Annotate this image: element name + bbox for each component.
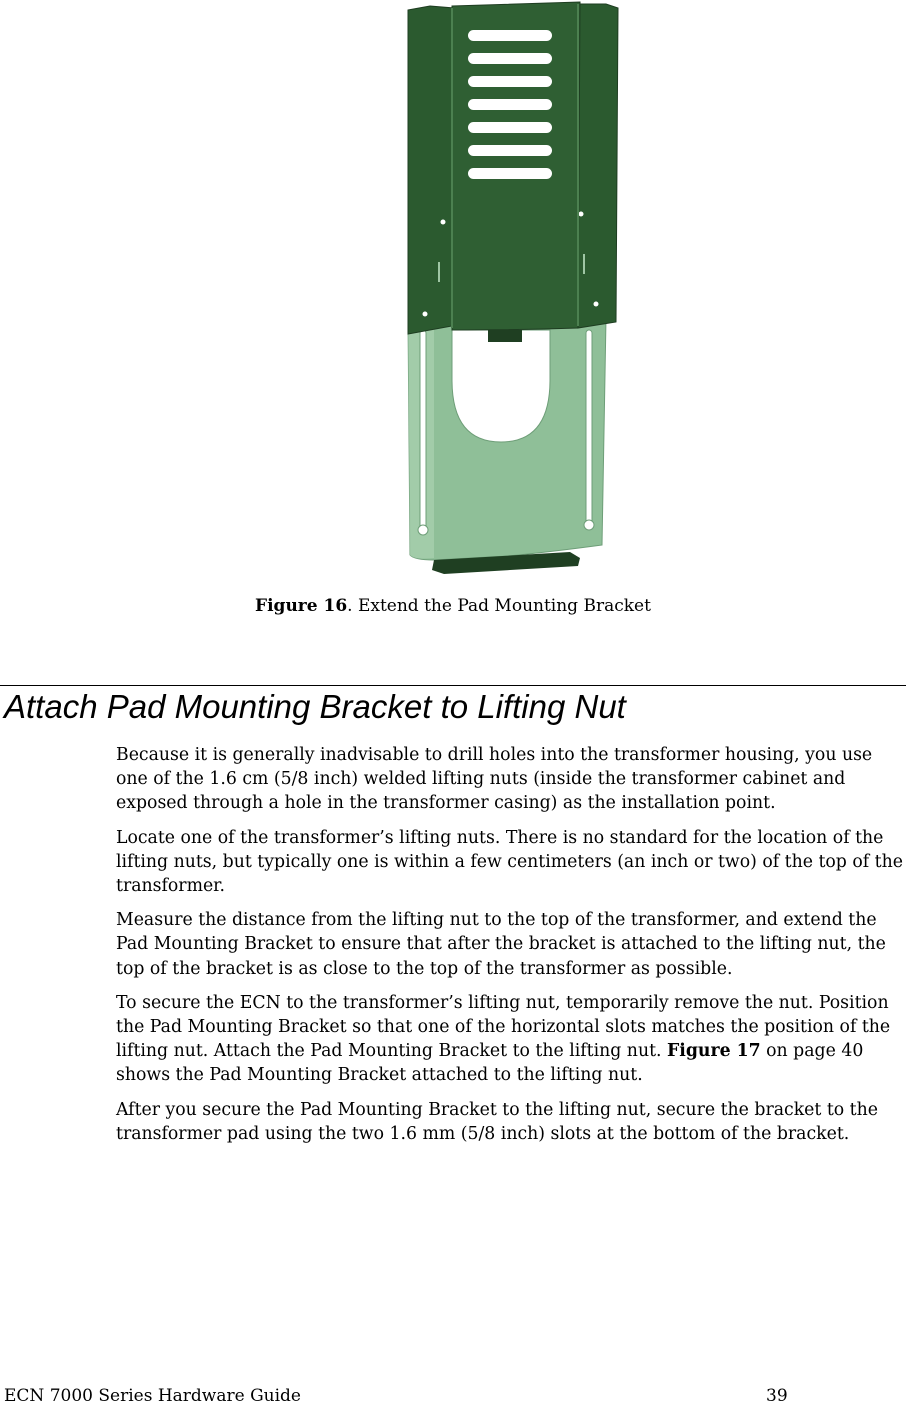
paragraph-5: After you secure the Pad Mounting Bracket to the lifting nut, secure the bracket to the transformer pad using the two 1.6 mm (5/8 inch) slots at the bottom of the bracket. [116, 1099, 878, 1144]
paragraph-1: Because it is generally inadvisable to drill holes into the transformer housing, you use one of the 1.6 cm (5/8 inch) welded lifting nuts (inside the transformer cabinet and exposed through a hole in the transformer casing) as the installation point. [116, 745, 873, 814]
bracket-figure [400, 0, 620, 580]
left-bottom-slot [420, 330, 426, 530]
paragraph-4-text-a: To secure the ECN to the transformer’s lifting nut, temporarily remove the nut. Position the Pad Mounting Bracket so that one of the horizontal slots matches the position of the lifting nut. Attach the Pad Mounting Bracket to the lifting nut. [116, 992, 891, 1062]
oval-cutout [452, 330, 550, 442]
paragraph-4-text-b: on page 40 shows the Pad Mounting Bracket attached to the lifting nut. [116, 1041, 864, 1086]
section-heading: Attach Pad Mounting Bracket to Lifting Nut [4, 688, 626, 725]
paragraph-3: Measure the distance from the lifting nut to the top of the transformer, and extend the Pad Mounting Bracket to ensure that after the bracket is attached to the lifting nut, the top of the bracket is as close to the top of the transformer as possible. [116, 910, 886, 979]
right-bottom-slot [586, 330, 592, 525]
section-divider [0, 685, 906, 686]
footer-title: ECN 7000 Series Hardware Guide [4, 1386, 301, 1406]
pad-mounting-bracket-illustration [400, 0, 620, 580]
figure-caption-text: . Extend the Pad Mounting Bracket [347, 596, 651, 616]
figure-17-reference: Figure 17 [667, 1041, 761, 1062]
section-body [116, 743, 906, 1156]
upper-plate [452, 2, 580, 330]
upper-left-flange [408, 6, 454, 334]
page-number: 39 [766, 1386, 788, 1406]
figure-caption [0, 596, 906, 616]
paragraph-2: Locate one of the transformer’s lifting nuts. There is no standard for the location of the lifting nuts, but typically one is within a few centimeters (an inch or two) of the top of the transformer. [116, 827, 903, 897]
figure-label: Figure 16 [255, 596, 348, 616]
paragraph-4 [116, 991, 906, 1088]
upper-right-flange [576, 4, 618, 328]
